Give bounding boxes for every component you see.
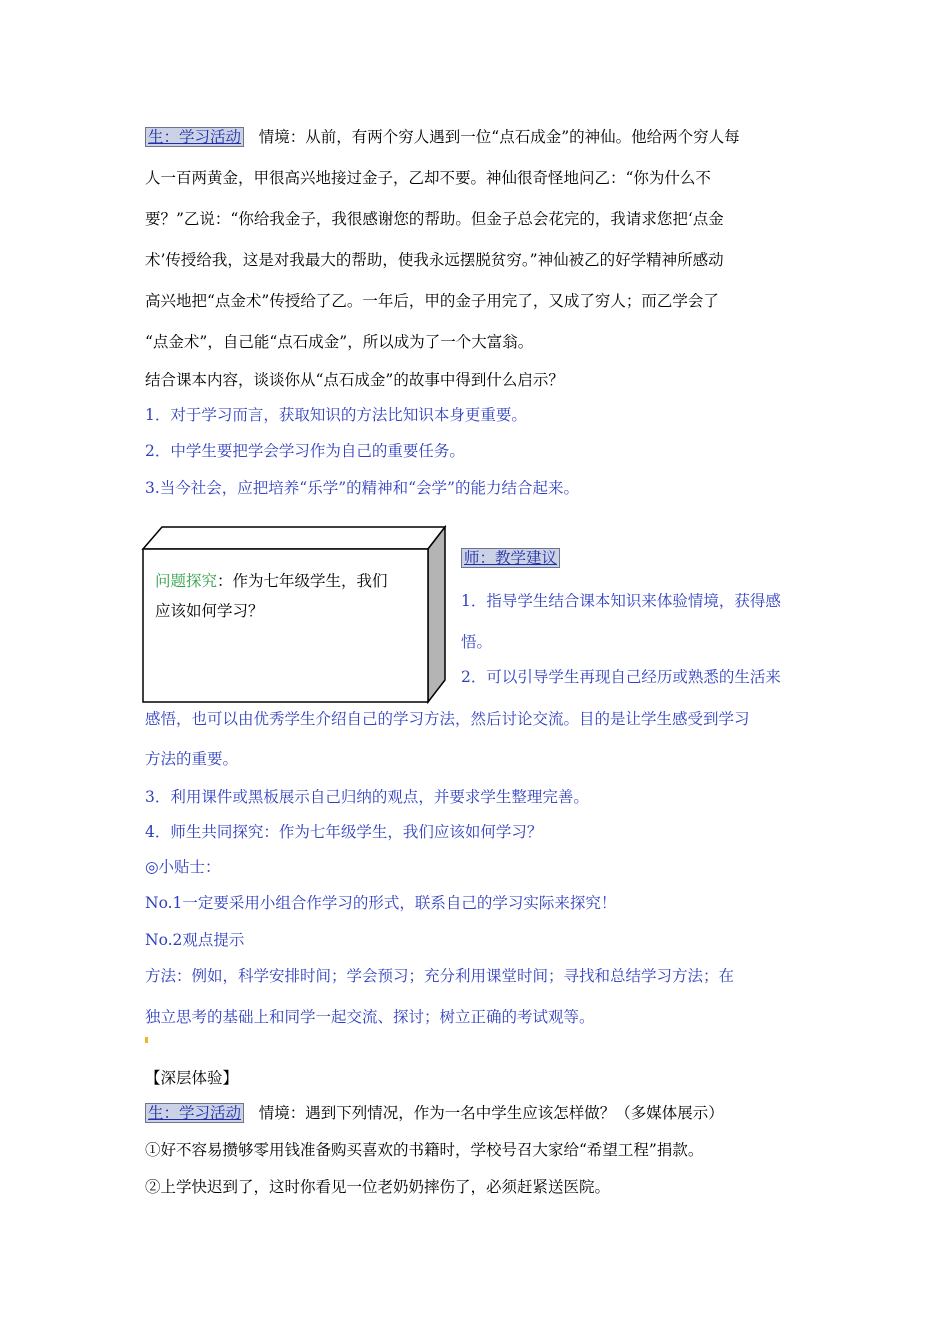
question-line: 结合课本内容，谈谈你从“点石成金”的故事中得到什么启示？ [145,371,564,389]
tip-no2: No.2观点提示 [145,931,245,949]
student-activity-tag-2: 生：学习活动 [145,1103,244,1123]
text-cursor-mark [145,1037,148,1043]
story-line-2: 人一百两黄金，甲很高兴地接过金子，乙却不要。神仙很奇怪地问乙：“你为什么不 [145,169,711,187]
teacher-line-4: 感悟，也可以由优秀学生介绍自己的学习方法，然后讨论交流。目的是让学生感受到学习 [145,710,750,728]
story-line-3: 要？”乙说：“你给我金子，我很感谢您的帮助。但金子总会花完的，我请求您把‘点金 [145,210,724,228]
story-line-5: 高兴地把“点金术”传授给了乙。一年后，甲的金子用完了，又成了穷人；而乙学会了 [145,292,719,310]
teacher-line-1: 1．指导学生结合课本知识来体验情境，获得感 [461,592,781,610]
teacher-line-7: 4．师生共同探究：作为七年级学生，我们应该如何学习？ [145,823,543,841]
student-activity-tag: 生：学习活动 [145,127,244,147]
situation-item-2: ②上学快迟到了，这时你看见一位老奶奶摔伤了，必须赶紧送医院。 [145,1178,611,1196]
answer-3: 3.当今社会，应把培养“乐学”的精神和“会学”的能力结合起来。 [145,479,579,497]
teacher-line-5: 方法的重要。 [145,750,239,768]
tip-method-1: 方法：例如，科学安排时间；学会预习；充分利用课堂时间；寻找和总结学习方法；在 [145,967,735,985]
tips-title: ◎小贴士： [145,858,221,876]
section2-intro-line: 生：学习活动 情境：遇到下列情况，作为一名中学生应该怎样做？（多媒体展示） [145,1103,825,1123]
inquiry-label: 问题探究 [155,572,218,590]
teacher-line-2: 悟。 [461,633,493,651]
situation-item-1: ①好不容易攒够零用钱准备购买喜欢的书籍时，学校号召大家给“希望工程”捐款。 [145,1141,704,1159]
teacher-line-3: 2．可以引导学生再现自己经历或熟悉的生活来 [461,668,781,686]
story-line-6: “点金术”，自己能“点石成金”，所以成为了一个大富翁。 [145,333,534,351]
story-line-1: 生：学习活动 情境：从前，有两个穷人遇到一位“点石成金”的神仙。他给两个穷人每 [145,127,825,147]
teacher-advice-tag: 师：教学建议 [461,548,560,568]
story-line-4: 术’传授给我，这是对我最大的帮助，使我永远摆脱贫穷。”神仙被乙的好学精神所感动 [145,251,724,269]
inquiry-box-text: 问题探究：作为七年级学生，我们 应该如何学习？ [155,572,388,620]
tip-no1: No.1一定要采用小组合作学习的形式，联系自己的学习实际来探究！ [145,894,617,912]
teacher-line-6: 3．利用课件或黑板展示自己归纳的观点，并要求学生整理完善。 [145,788,589,806]
answer-1: 1．对于学习而言，获取知识的方法比知识本身更重要。 [145,406,527,424]
deep-experience-heading: 【深层体验】 [145,1069,239,1087]
teacher-tag-line [461,548,821,568]
tip-method-2: 独立思考的基础上和同学一起交流、探讨；树立正确的考试观等。 [145,1008,595,1026]
answer-2: 2．中学生要把学会学习作为自己的重要任务。 [145,442,465,460]
